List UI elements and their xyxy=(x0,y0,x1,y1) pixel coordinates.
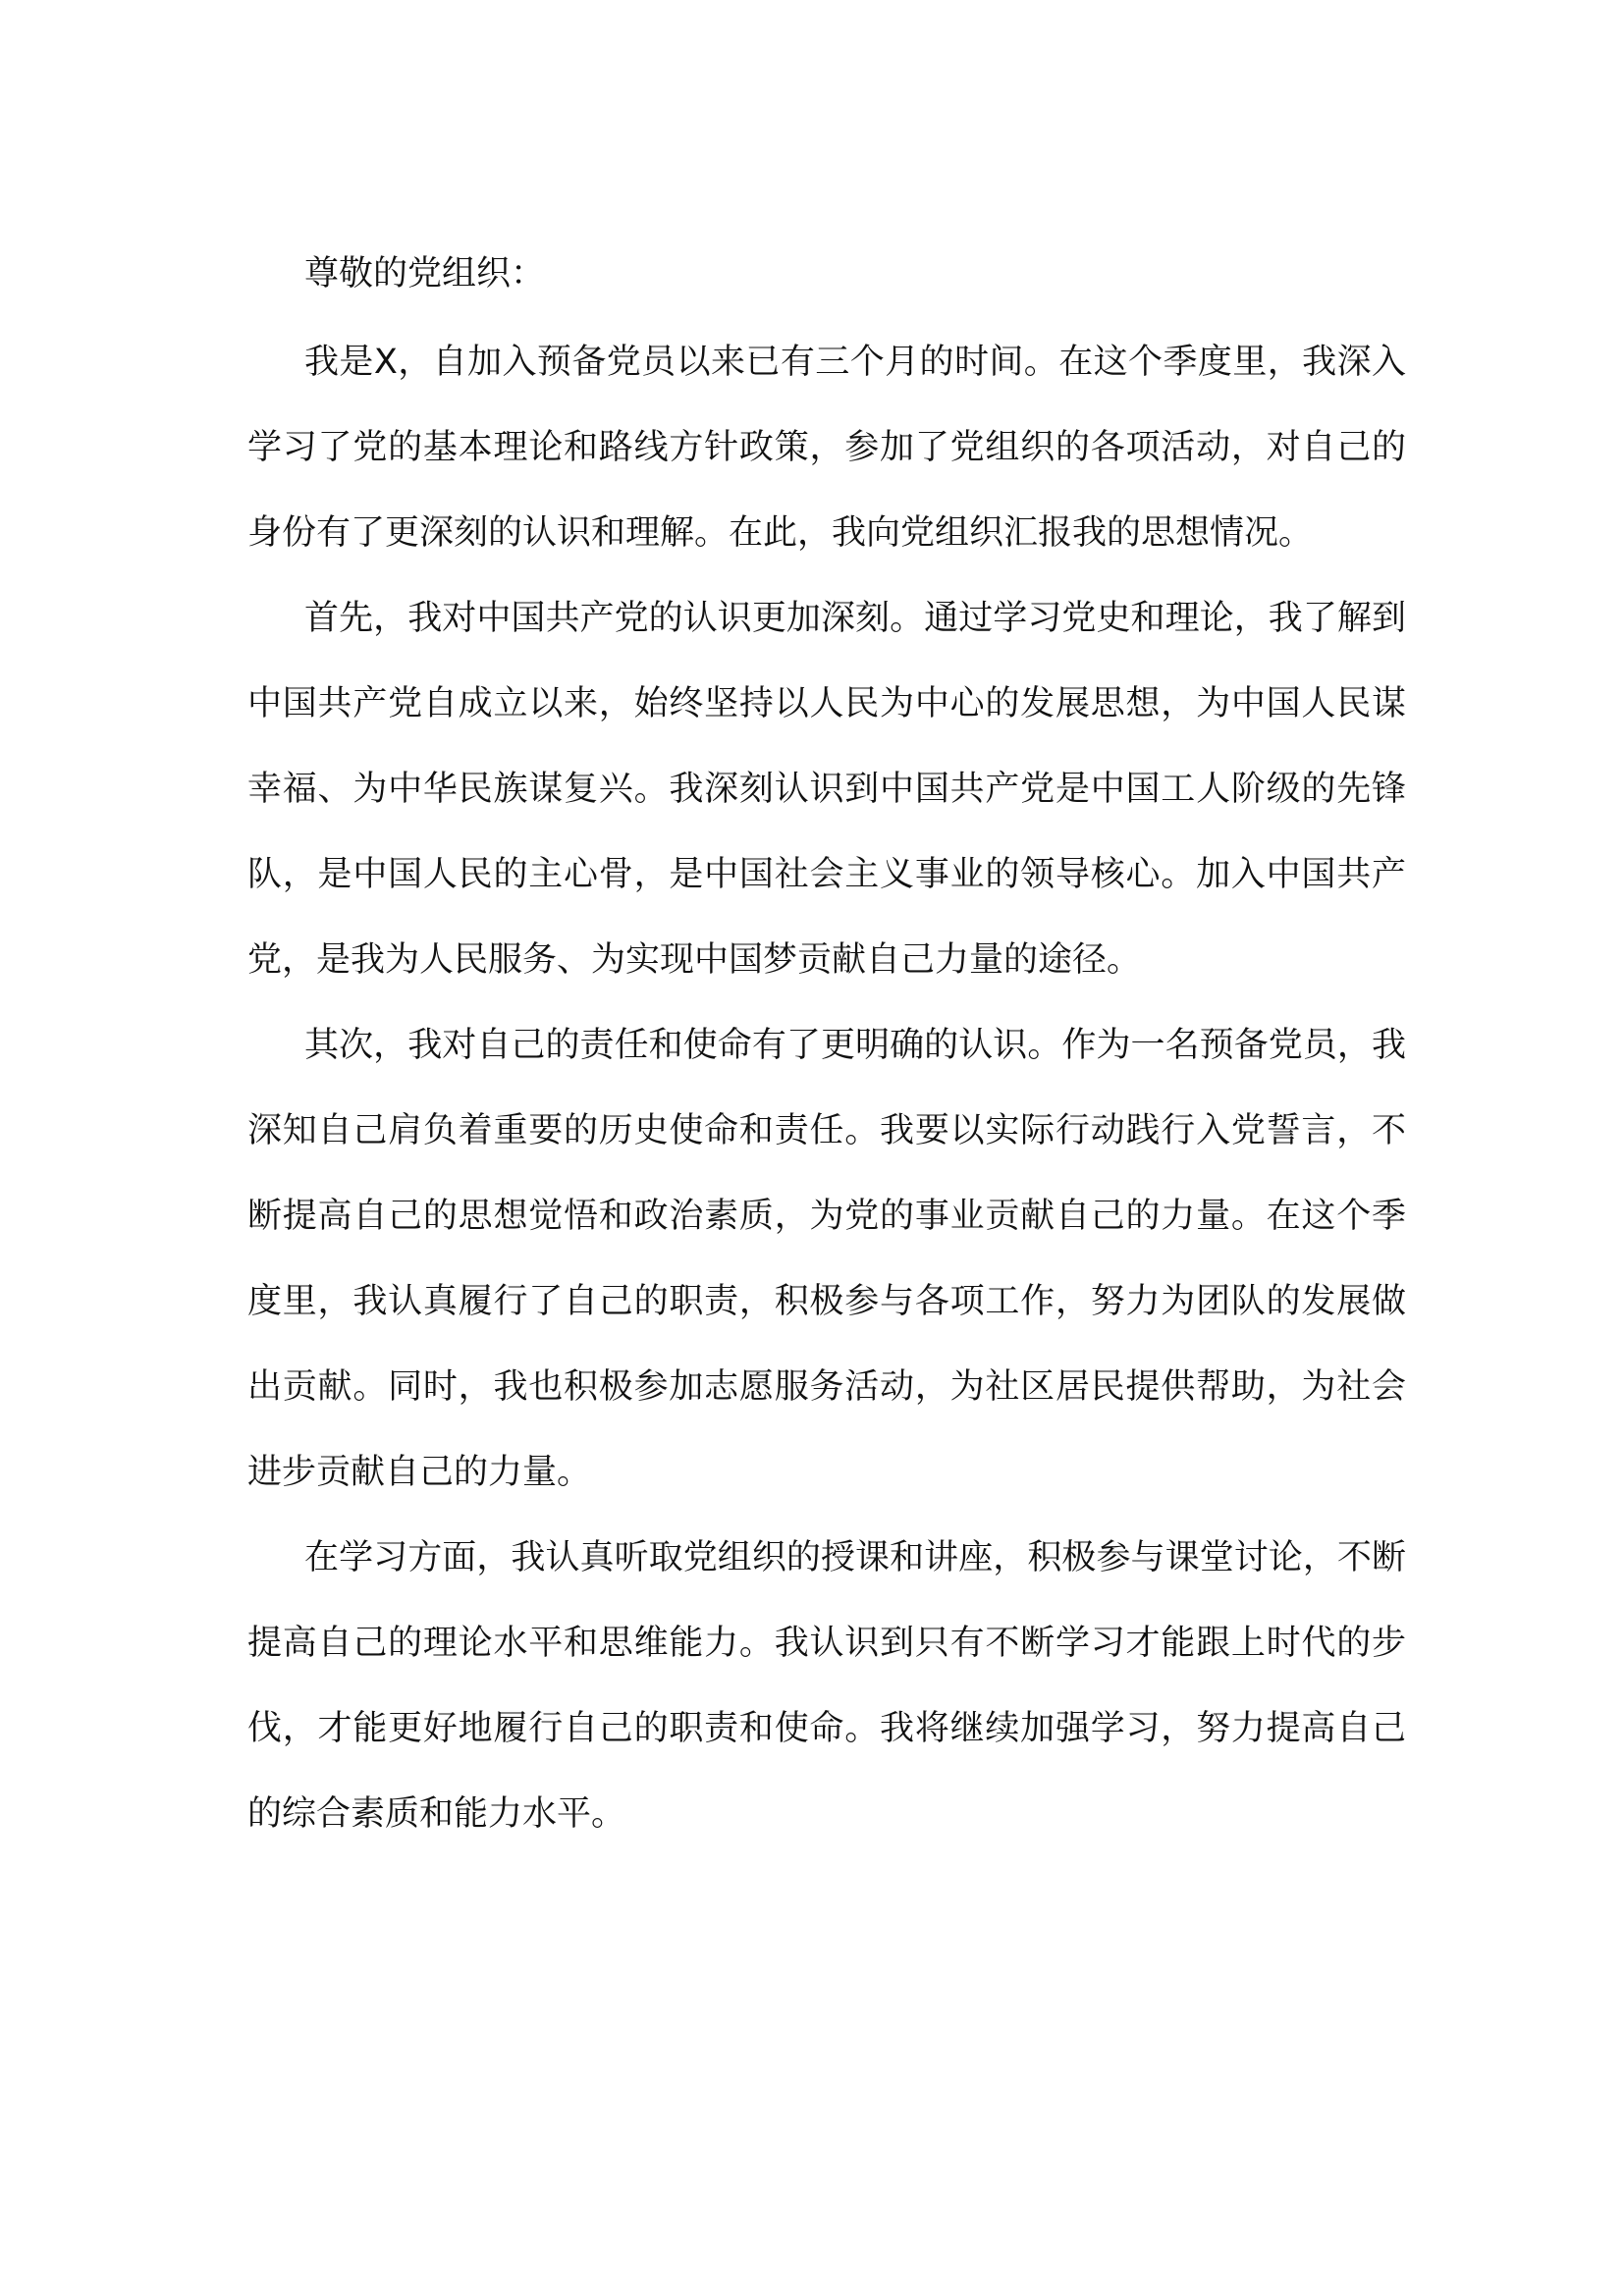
paragraph-study: 在学习方面，我认真听取党组织的授课和讲座，积极参与课堂讨论，不断提高自己的理论水平和思维能力。我认识到只有不断学习才能跟上时代的步伐，才能更好地履行自己的职责和使命。我将继续加强学习，努力提高自己的综合素质和能力水平。 xyxy=(247,1538,1406,1834)
paragraph-party-understanding: 首先，我对中国共产党的认识更加深刻。通过学习党史和理论，我了解到中国共产党自成立以来，始终坚持以人民为中心的发展思想，为中国人民谋幸福、为中华民族谋复兴。我深刻认识到中国共产党是中国工人阶级的先锋队，是中国人民的主心骨，是中国社会主义事业的领导核心。加入中国共产党，是我为人民服务、为实现中国梦贡献自己力量的途径。 xyxy=(247,599,1406,980)
letter-body xyxy=(247,232,1406,1857)
salutation: 尊敬的党组织： xyxy=(304,254,546,294)
paragraph-responsibility: 其次，我对自己的责任和使命有了更明确的认识。作为一名预备党员，我深知自己肩负着重要的历史使命和责任。我要以实际行动践行入党誓言，不断提高自己的思想觉悟和政治素质，为党的事业贡献自己的力量。在这个季度里，我认真履行了自己的职责，积极参与各项工作，努力为团队的发展做出贡献。同时，我也积极参加志愿服务活动，为社区居民提供帮助，为社会进步贡献自己的力量。 xyxy=(247,1026,1406,1492)
paragraph-intro: 我是X，自加入预备党员以来已有三个月的时间。在这个季度里，我深入学习了党的基本理论和路线方针政策，参加了党组织的各项活动，对自己的身份有了更深刻的认识和理解。在此，我向党组织汇报我的思想情况。 xyxy=(247,343,1406,553)
